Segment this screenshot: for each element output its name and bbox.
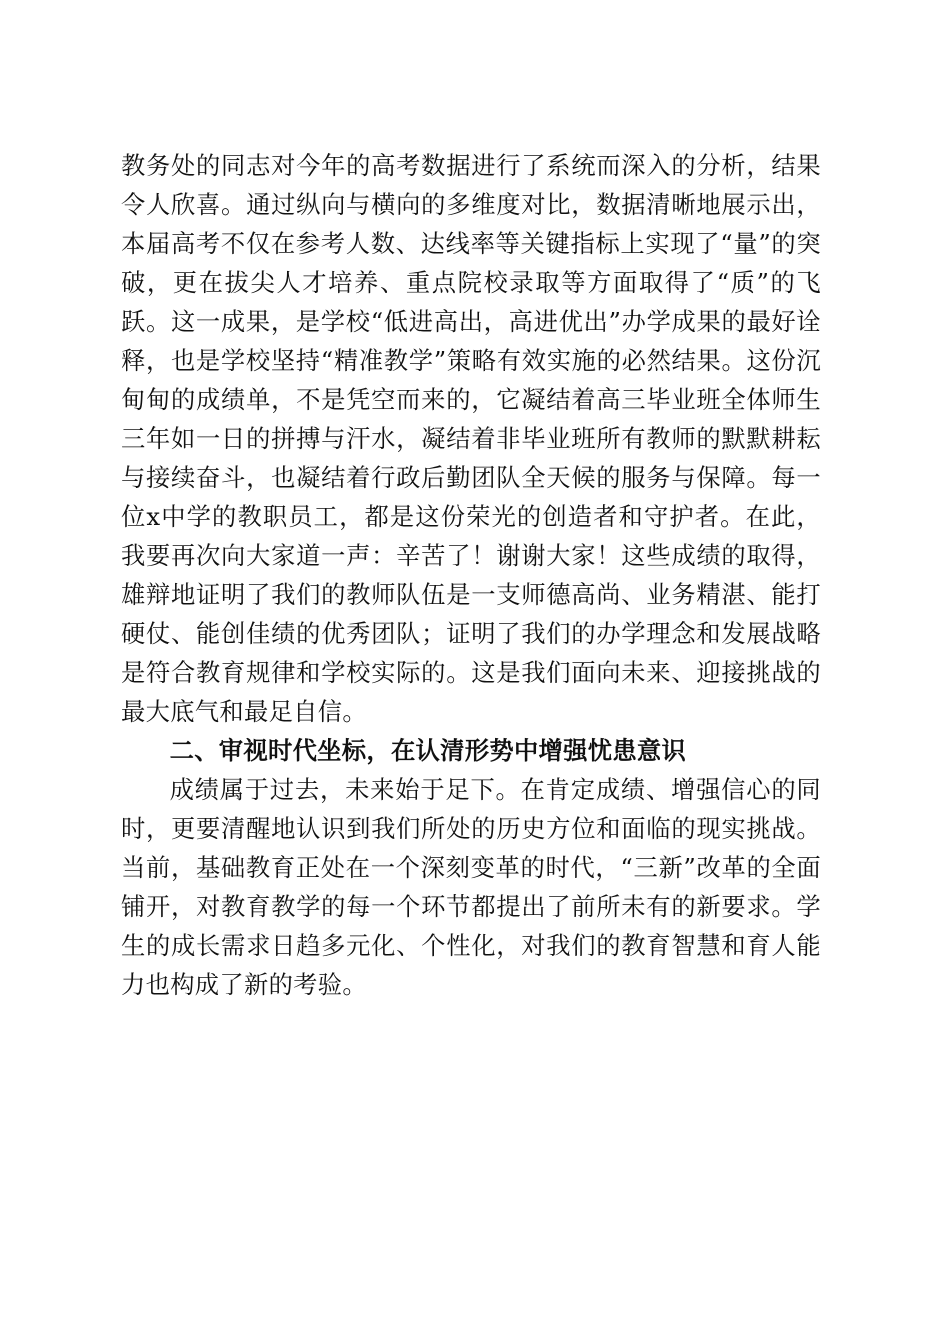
- body-paragraph: 成绩属于过去，未来始于足下。在肯定成绩、增强信心的同时，更要清醒地认识到我们所处的历史方位和面临的现实挑战。当前，基础教育正处在一个深刻变革的时代，“三新”改革的全面铺开，对教育教学的每一个环节都提出了前所未有的新要求。学生的成长需求日趋多元化、个性化，对我们的教育智慧和育人能力也构成了新的考验。: [121, 775, 821, 999]
- body-paragraph: 教务处的同志对今年的高考数据进行了系统而深入的分析，结果令人欣喜。通过纵向与横向的多维度对比，数据清晰地展示出，本届高考不仅在参考人数、达线率等关键指标上实现了“量”的突破，更在拔尖人才培养、重点院校录取等方面取得了“质”的飞跃。这一成果，是学校“低进高出，高进优出”办学成果的最好诠释，也是学校坚持“精准教学”策略有效实施的必然结果。这份沉甸甸的成绩单，不是凭空而来的，它凝结着高三毕业班全体师生三年如一日的拼搏与汗水，凝结着非毕业班所有教师的默默耕耘与接续奋斗，也凝结着行政后勤团队全天候的服务与保障。每一位x中学的教职员工，都是这份荣光的创造者和守护者。在此，我要再次向大家道一声：辛苦了！谢谢大家！这些成绩的取得，雄辩地证明了我们的教师队伍是一支师德高尚、业务精湛、能打硬仗、能创佳绩的优秀团队；证明了我们的办学理念和发展战略是符合教育规律和学校实际的。这是我们面向未来、迎接挑战的最大底气和最足自信。: [121, 151, 821, 726]
- section-heading: 二、审视时代坐标，在认清形势中增强忧患意识: [169, 736, 687, 765]
- document-body: [121, 146, 821, 1004]
